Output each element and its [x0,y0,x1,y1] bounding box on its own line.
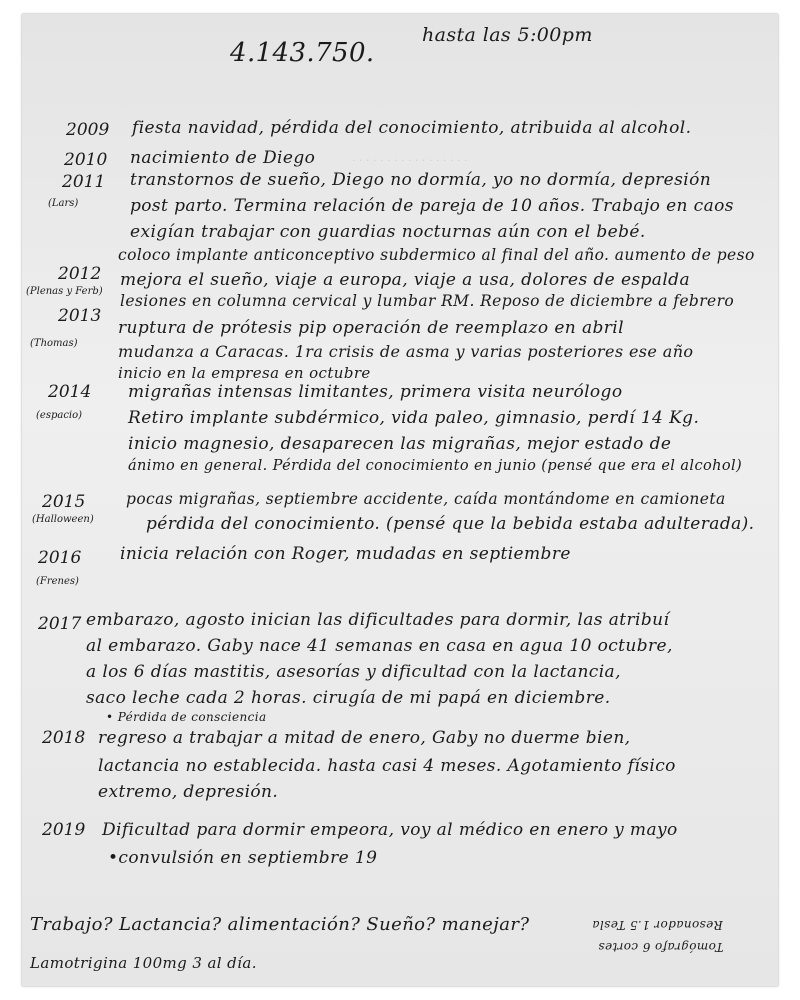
year-2019: 2019 [42,820,86,840]
time-note: hasta las 5:00pm [422,24,593,46]
side-note-2016: (Frenes) [36,576,79,587]
side-note-2015: (Halloween) [32,514,94,525]
entry-2009-line-1: fiesta navidad, pérdida del conocimiento, atribuida al alcohol. [132,118,692,138]
entry-2011-line-3: exigían trabajar con guardias nocturnas aún con el bebé. [130,222,646,242]
entry-2013-line-3: inicio en la empresa en octubre [118,364,371,382]
year-2017: 2017 [38,614,82,634]
entry-2011-line-1: transtornos de sueño, Diego no dormía, yo no dormía, depresión [130,170,712,190]
entry-2011-line-2: post parto. Termina relación de pareja de 10 años. Trabajo en caos [130,196,734,216]
year-2014: 2014 [48,382,92,402]
entry-2018-line-1: regreso a trabajar a mitad de enero, Gaby no duerme bien, [98,728,631,748]
year-2016: 2016 [38,548,82,568]
side-note-2013: (Thomas) [30,338,78,349]
entry-2017-line-1: embarazo, agosto inician las dificultades para dormir, las atribuí [86,610,670,630]
record-number: 4.143.750. [230,38,375,68]
entry-2015-line-1: pocas migrañas, septiembre accidente, caída montándome en camioneta [126,490,726,508]
bleed-through-text: · · · · · · · · · · · · · · · · · [352,154,468,167]
upside-down-note-tomografo: Tomógrafo 6 cortes [598,940,724,954]
entry-2014-line-3: inicio magnesio, desaparecen las migrañas, mejor estado de [128,434,672,454]
entry-2019-line-1: Dificultad para dormir empeora, voy al médico en enero y mayo [102,820,678,840]
entry-2014-line-4: ánimo en general. Pérdida del conocimiento en junio (pensé que era el alcohol) [128,458,743,474]
entry-2017-line-4: saco leche cada 2 horas. cirugía de mi papá en diciembre. [86,688,611,708]
year-2009: 2009 [66,120,110,140]
entry-2015-line-2: pérdida del conocimiento. (pensé que la bebida estaba adulterada). [146,514,755,534]
year-2018: 2018 [42,728,86,748]
side-note-2012: (Plenas y Ferb) [26,286,103,297]
entry-2014-line-2: Retiro implante subdérmico, vida paleo, gimnasio, perdí 14 Kg. [128,408,700,428]
year-2013: 2013 [58,306,102,326]
entry-2018-line-3: extremo, depresión. [98,782,279,802]
pending-questions: Trabajo? Lactancia? alimentación? Sueño? manejar? [30,914,530,935]
handwritten-page [22,14,778,986]
entry-2016-line-1: inicia relación con Roger, mudadas en septiembre [120,544,571,564]
side-note-2011: (Lars) [48,198,79,209]
entry-2019-line-2: •convulsión en septiembre 19 [108,848,378,868]
year-2011: 2011 [62,172,106,192]
entry-2012-line-1: mejora el sueño, viaje a europa, viaje a usa, dolores de espalda [120,270,690,290]
year-2015: 2015 [42,492,86,512]
entry-2014-line-1: migrañas intensas limitantes, primera visita neurólogo [128,382,623,402]
medication-note: Lamotrigina 100mg 3 al día. [30,954,257,972]
entry-2011-line-4: coloco implante anticonceptivo subdermico al final del año. aumento de peso [118,246,755,264]
entry-2017-line-5: • Pérdida de consciencia [106,710,267,724]
entry-2012-line-2: lesiones en columna cervical y lumbar RM. Reposo de diciembre a febrero [120,292,735,310]
entry-2017-line-2: al embarazo. Gaby nace 41 semanas en casa en agua 10 octubre, [86,636,673,656]
entry-2018-line-2: lactancia no establecida. hasta casi 4 meses. Agotamiento físico [98,756,676,776]
year-2010: 2010 [64,150,108,170]
entry-2013-line-2: mudanza a Caracas. 1ra crisis de asma y varias posteriores ese año [118,342,694,361]
entry-2017-line-3: a los 6 días mastitis, asesorías y dificultad con la lactancia, [86,662,621,682]
entry-2010-line-1: nacimiento de Diego [130,148,316,168]
side-note-2014: (espacio) [36,410,83,421]
upside-down-note-resonador: Resonador 1.5 Tesla [592,918,723,932]
year-2012: 2012 [58,264,102,284]
entry-2013-line-1: ruptura de prótesis pip operación de reemplazo en abril [118,318,624,338]
